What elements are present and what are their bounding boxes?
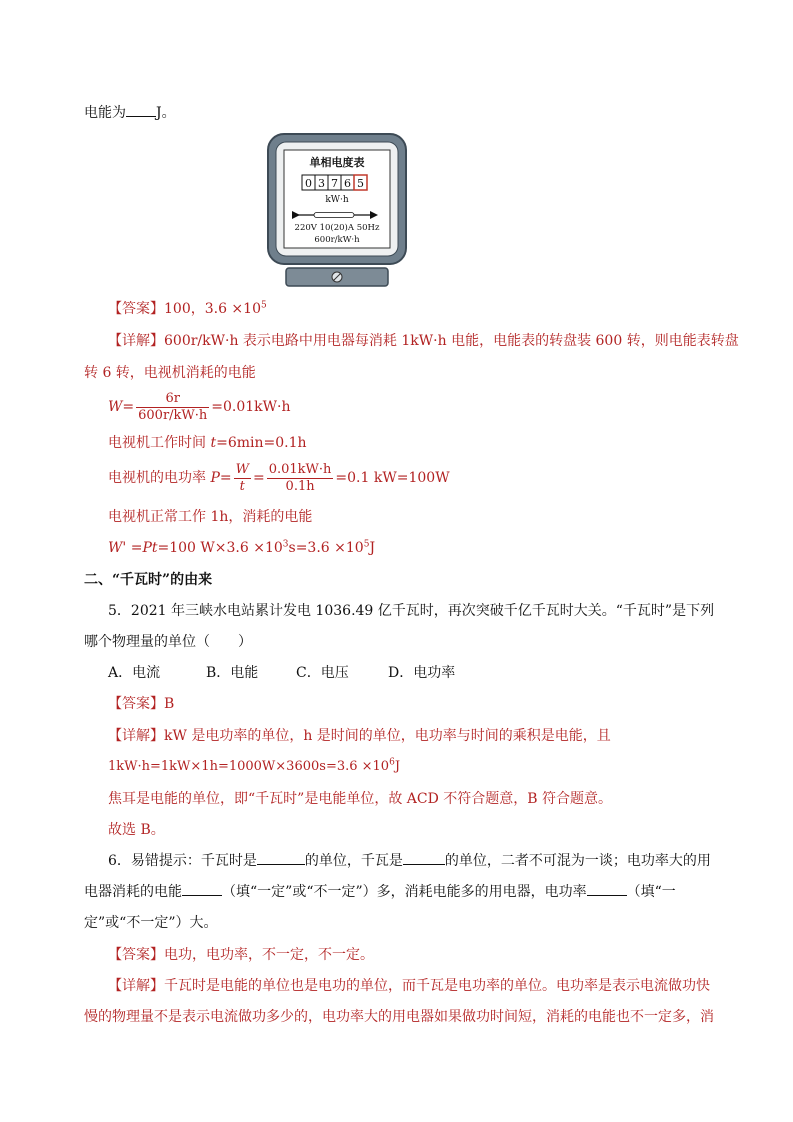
q4-detail-line1: 【详解】600r/kW·h 表示电路中用电器每消耗 1kW·h 电能，电能表的转盘装 600 转，则电能表转盘 [108,333,739,349]
q4-time: 电视机工作时间 t=6min=0.1h [108,435,307,451]
q5-stem-line2: 哪个物理量的单位（ ） [84,634,252,650]
meter-digit-3: 7 [331,177,338,190]
section-heading: 二、“千瓦时”的由来 [84,572,213,588]
meter-digit-2: 3 [318,177,325,190]
meter-unit: kW·h [325,195,349,205]
meter-spec: 220V 10(20)A 50Hz [294,223,380,233]
option-b[interactable]: B．电能 [206,665,259,681]
option-a[interactable]: A．电流 [108,665,161,681]
q5-detail-line2: 焦耳是电能的单位，即“千瓦时”是电能单位，故 ACD 不符合题意，B 符合题意。 [108,791,612,807]
answer-blank[interactable] [587,881,627,896]
option-d[interactable]: D．电功率 [388,665,456,681]
q5-options [108,662,455,684]
q6-detail-line2: 慢的物理量不是表示电流做功多少的，电功率大的用电器如果做功时间短，消耗的电能也不一定多，消 [84,1009,714,1025]
fraction: $\frac{W}{t}$ [235,461,249,494]
meter-rate: 600r/kW·h [314,235,360,245]
q4-energy: W' =Pt=100 $W\times 3.6 \times 10^3s=3.6 \times 10^5J$ [108,539,376,556]
meter-digit-4: 6 [344,177,351,190]
q4-power: 电视机的电功率 P= $\frac{W}{t}$ = $\frac{0.01kW\cdot h}{0.1h}$ =0.1 kW=100W [108,461,450,494]
q6-stem-line1: 6．易错提示：千瓦时是 的单位，千瓦是 的单位，二者不可混为一谈；电功率大的用 [108,850,711,872]
meter-title: 单相电度表 [309,156,365,169]
fraction: $\frac{0.01kW\cdot h}{0.1h}$ [268,461,332,494]
q4-tail: 电能为 J。 [84,102,176,124]
answer-blank[interactable] [182,881,222,896]
option-c[interactable]: C．电压 [296,665,349,681]
q5-calc: $1kW\cdot h=1kW\times 1h=1000W\times 3600s=3.6 \times 10^6J$ [108,757,401,774]
q6-stem-line2: 电器消耗的电能 （填“一定”或“不一定”）多，消耗电能多的用电器，电功率 （填“一 [84,881,676,903]
q5-stem-line1: 5．2021 年三峡水电站累计发电 1036.49 亿千瓦时，再次突破千亿千瓦时大关。“千瓦时”是下列 [108,603,715,619]
q5-detail-line1: 【详解】kW 是电功率的单位，h 是时间的单位，电功率与时间的乘积是电能，且 [108,728,611,744]
meter-digit-1: 0 [305,177,312,190]
answer-blank[interactable] [257,850,305,865]
meter-digit-5: 5 [357,177,364,190]
terminal-screw-icon [332,272,342,282]
q5-conclusion: 故选 B。 [108,822,165,838]
q5-answer: 【答案】B [108,696,175,712]
q4-answer: 【答案】100，$3.6 \times 10^5$ [108,300,267,317]
q6-answer: 【答案】电功，电功率，不一定，不一定。 [108,947,374,963]
q4-formula-w: W= $\frac{6r}{600r/kW\cdot h}$ =0.01kW·h [108,390,291,423]
q4-normal-work: 电视机正常工作 1h，消耗的电能 [108,509,313,525]
q4-detail-line2: 转 6 转，电视机消耗的电能 [84,365,256,381]
answer-blank [126,102,156,117]
answer-blank[interactable] [403,850,445,865]
meter-digits [302,175,367,190]
fraction: $\frac{6r}{600r/kW\cdot h}$ [138,390,208,423]
electricity-meter-figure [266,132,408,288]
q6-stem-line3: 定”或“不一定”）大。 [84,915,218,931]
q6-detail-line1: 【详解】千瓦时是电能的单位也是电功的单位，而千瓦是电功率的单位。电功率是表示电流做功快 [108,978,710,994]
